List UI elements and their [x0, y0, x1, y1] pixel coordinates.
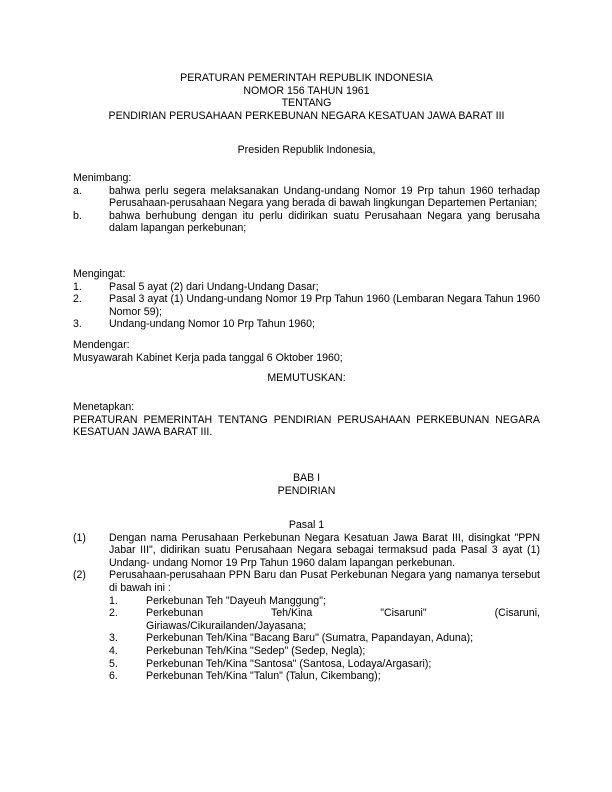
item-number: 1.	[109, 594, 118, 607]
item-text: Giriawas/Cikurailanden/Jayasana;	[146, 619, 307, 632]
item-number: b.	[73, 209, 82, 222]
header-line: PERATURAN PEMERINTAH REPUBLIK INDONESIA	[180, 72, 433, 84]
item-text: Perkebunan Teh/Kina "Talun" (Talun, Cikembang);	[146, 670, 381, 683]
header-line: NOMOR 156 TAHUN 1961	[243, 84, 370, 97]
item-number: a.	[73, 184, 82, 197]
header-line: PENDIRIAN PERUSAHAAN PERKEBUNAN NEGARA KESATUAN JAWA BARAT III	[108, 109, 505, 122]
list-item	[109, 645, 540, 658]
list-item	[73, 185, 540, 210]
ayat-item	[73, 569, 540, 594]
item-number: 2.	[73, 293, 82, 306]
president-line: Presiden Republik Indonesia,	[237, 144, 376, 156]
item-text: Perkebunan Teh "Dayeuh Manggung";	[146, 594, 326, 607]
ayat-item	[73, 532, 540, 570]
section-text: PERATURAN PEMERINTAH TENTANG PENDIRIAN PERUSAHAAN PERKEBUNAN NEGARA KESATUAN JAWA BARAT III.	[73, 413, 540, 439]
mengingat-section	[73, 268, 540, 331]
item-text: Perkebunan Teh/Kina "Santosa" (Santosa, Lodaya/Argasari);	[146, 657, 432, 670]
menetapkan-section	[73, 401, 540, 439]
item-text: bahwa perlu segera melaksanakan Undang-undang Nomor 19 Prp tahun 1960 terhadap Perusahaan-perusahaan Negara yang berada di bawah lingkungan Departemen Pertanian;	[109, 184, 540, 210]
bab-title: PENDIRIAN	[277, 484, 336, 497]
ayat-number: (1)	[73, 531, 86, 544]
item-number: 4.	[109, 644, 118, 657]
list-item	[73, 293, 540, 318]
item-number: 3.	[73, 318, 82, 331]
list-item	[109, 595, 540, 608]
ayat-text: Dengan nama Perusahaan Perkebunan Negara Kesatuan Jawa Barat III, disingkat "PPN Jabar III", didirikan suatu Perusahaan Negara sebagai termaksud pada Pasal 3 ayat (1) Undang- undang Nomor 19 Prp Tahun 1960 dalam lapangan perkebunan.	[109, 531, 540, 569]
pasal-1	[73, 519, 540, 683]
document-header	[73, 72, 540, 122]
list-item	[109, 607, 540, 632]
list-item	[73, 318, 540, 331]
pasal-title: Pasal 1	[288, 519, 325, 531]
item-text: Perkebunan Teh/Kina "Bacang Baru" (Sumatra, Papandayan, Aduna);	[146, 632, 474, 645]
plantation-list	[109, 595, 540, 683]
item-text: Pasal 3 ayat (1) Undang-undang Nomor 19 Prp Tahun 1960 (Lembaran Negara Tahun 1960 Nomor 59);	[109, 293, 540, 318]
section-label: Mengingat:	[73, 268, 126, 280]
item-number: 3.	[109, 632, 118, 645]
item-number: 6.	[109, 670, 118, 683]
header-line: TENTANG	[281, 97, 332, 110]
section-text: Musyawarah Kabinet Kerja pada tanggal 6 Oktober 1960;	[73, 351, 343, 364]
list-item	[109, 632, 540, 645]
ayat-number: (2)	[73, 569, 86, 582]
item-text: bahwa berhubung dengan itu perlu didirikan suatu Perusahaan Negara yang berusaha dalam lapangan perkebunan;	[109, 209, 540, 235]
section-label: Menetapkan:	[73, 401, 135, 413]
section-label: Mendengar:	[73, 339, 130, 351]
menimbang-section	[73, 172, 540, 235]
list-item	[73, 210, 540, 235]
mendengar-section	[73, 339, 540, 364]
item-number: 5.	[109, 657, 118, 670]
item-text: Perkebunan Teh/Kina "Cisaruni" (Cisaruni,	[146, 607, 540, 620]
list-item	[109, 670, 540, 683]
memutuskan-heading: MEMUTUSKAN:	[267, 372, 346, 384]
bab-heading	[73, 472, 540, 497]
list-item	[109, 658, 540, 671]
item-number: 1.	[73, 280, 82, 293]
list-item	[73, 281, 540, 294]
item-text: Perkebunan Teh/Kina "Sedep" (Sedep, Negla);	[146, 644, 366, 657]
section-label: Menimbang:	[73, 172, 132, 184]
item-number: 2.	[109, 607, 118, 620]
ayat-text: Perusahaan-perusahaan PPN Baru dan Pusat Perkebunan Negara yang namanya tersebut di bawah ini :	[109, 569, 540, 594]
item-text: Undang-undang Nomor 10 Prp Tahun 1960;	[109, 318, 315, 331]
item-text: Pasal 5 ayat (2) dari Undang-Undang Dasar;	[109, 280, 319, 293]
bab-number: BAB I	[292, 472, 321, 484]
